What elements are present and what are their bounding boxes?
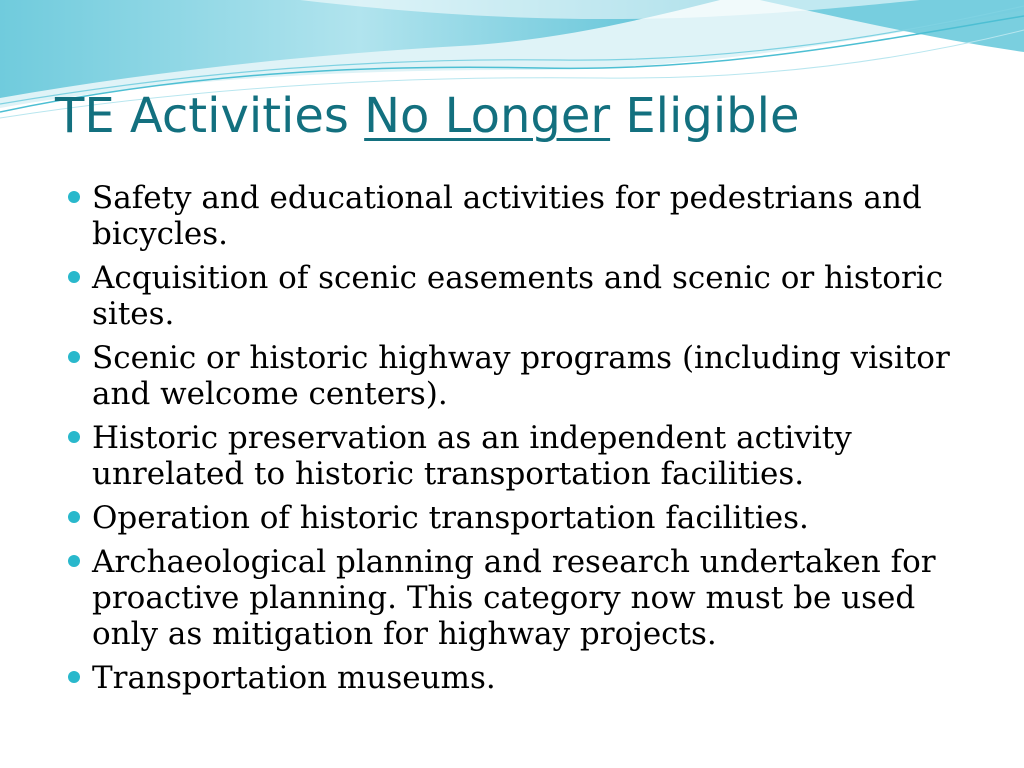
bullet-item bbox=[92, 660, 972, 696]
bullet-dot-icon bbox=[68, 555, 80, 567]
bullet-text: Archaeological planning and research undertaken for proactive planning. This category now must be used only as mitigation for highway projects. bbox=[92, 544, 936, 652]
bullet-item bbox=[92, 420, 972, 492]
bullet-item bbox=[92, 340, 972, 412]
bullet-dot-icon bbox=[68, 271, 80, 283]
bullet-dot-icon bbox=[68, 671, 80, 683]
title-underlined-phrase: No Longer bbox=[364, 88, 611, 144]
bullet-text: Transportation museums. bbox=[92, 660, 496, 696]
title-suffix: Eligible bbox=[610, 88, 800, 144]
bullet-item bbox=[92, 180, 972, 252]
bullet-item bbox=[92, 260, 972, 332]
bullet-dot-icon bbox=[68, 351, 80, 363]
bullet-list bbox=[92, 180, 972, 704]
bullet-item bbox=[92, 544, 972, 652]
bullet-text: Safety and educational activities for pedestrians and bicycles. bbox=[92, 180, 922, 252]
bullet-dot-icon bbox=[68, 191, 80, 203]
bullet-dot-icon bbox=[68, 431, 80, 443]
slide-title bbox=[55, 84, 800, 148]
bullet-item bbox=[92, 500, 972, 536]
bullet-text: Historic preservation as an independent activity unrelated to historic transportation facilities. bbox=[92, 420, 852, 492]
bullet-text: Scenic or historic highway programs (including visitor and welcome centers). bbox=[92, 340, 950, 412]
bullet-text: Operation of historic transportation facilities. bbox=[92, 500, 809, 536]
bullet-dot-icon bbox=[68, 511, 80, 523]
bullet-text: Acquisition of scenic easements and scenic or historic sites. bbox=[92, 260, 944, 332]
title-prefix: TE Activities bbox=[55, 88, 365, 144]
